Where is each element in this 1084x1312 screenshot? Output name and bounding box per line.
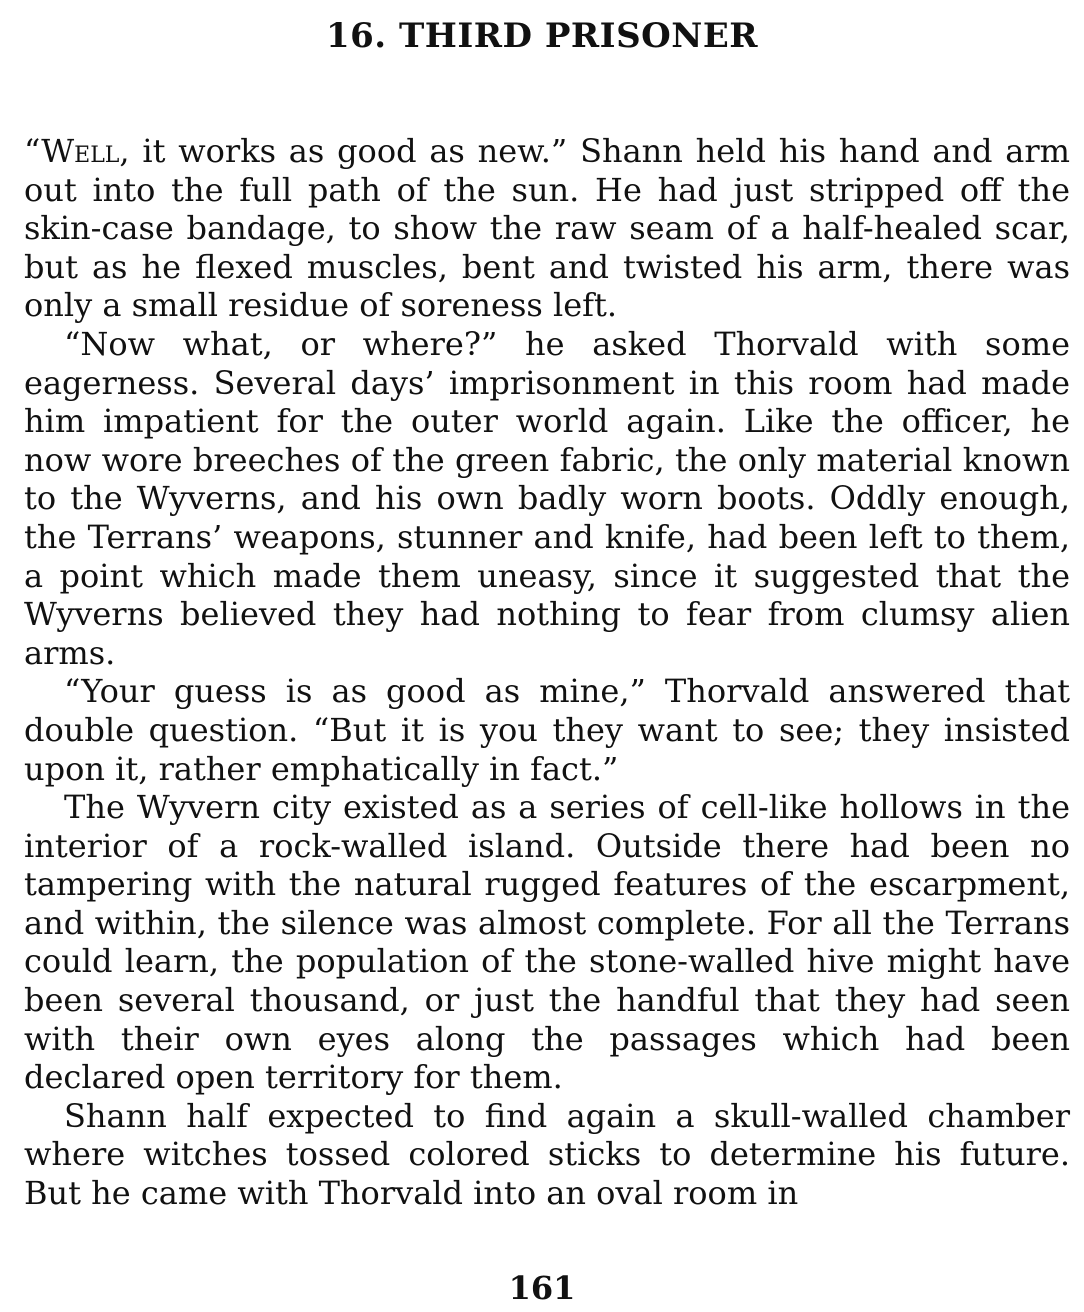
paragraph-text: it works as good as new.” Shann held his hand and arm out into the full path of the sun. He had just stripped off the skin-case bandage, to show the raw seam of a half-healed scar, but as he flexed muscles, bent and twisted his arm, there was only a small residue of soreness left.	[24, 132, 1070, 325]
paragraph-5: Shann half expected to find again a skull-walled chamber where witches tossed colored sticks to determine his future. But he came with Thorvald into an oval room in	[24, 1096, 1070, 1213]
paragraph-lead: “Well,	[24, 132, 130, 170]
paragraph-1	[24, 132, 1070, 325]
body-text	[24, 132, 1070, 1213]
chapter-title: 16. THIRD PRISONER	[325, 16, 759, 56]
page-number: 161	[508, 1269, 576, 1307]
paragraph-2: “Now what, or where?” he asked Thorvald with some eagerness. Several days’ imprisonment in this room had made him impatient for the outer world again. Like the officer, he now wore breeches of the green fabric, the only material known to the Wyverns, and his own badly worn boots. Oddly enough, the Terrans’ weapons, stunner and knife, had been left to them, a point which made them uneasy, since it suggested that the Wyverns believed they had nothing to fear from clumsy alien arms.	[24, 324, 1070, 672]
paragraph-4: The Wyvern city existed as a series of cell-like hollows in the interior of a rock-walled island. Outside there had been no tampering with the natural rugged features of the escarpment, and within, the silence was almost complete. For all the Terrans could learn, the population of the stone-walled hive might have been several thousand, or just the handful that they had seen with their own eyes along the passages which had been declared open territory for them.	[24, 788, 1070, 1097]
paragraph-3: “Your guess is as good as mine,” Thorvald answered that double question. “But it is you they want to see; they insisted upon it, rather emphatically in fact.”	[24, 672, 1070, 788]
